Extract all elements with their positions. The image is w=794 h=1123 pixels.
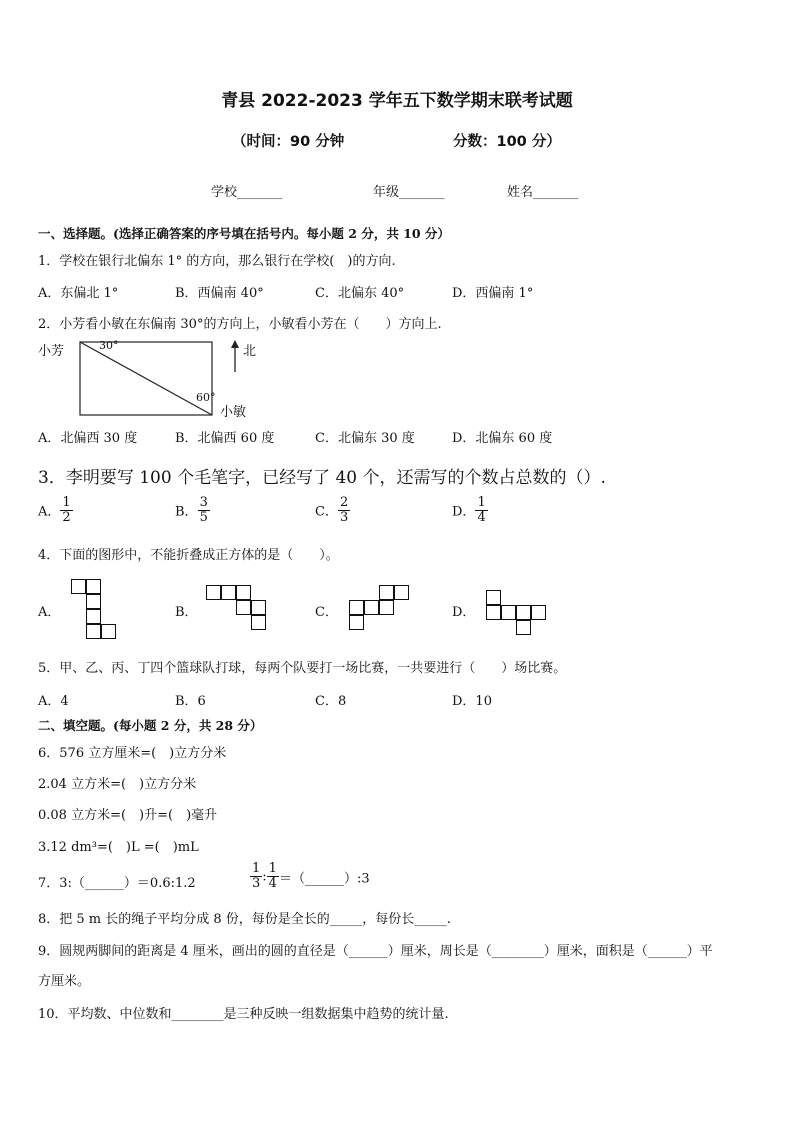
net-square	[251, 615, 266, 630]
net-square	[206, 585, 221, 600]
net-square	[236, 585, 251, 600]
numerator: 1	[268, 861, 277, 876]
net-square	[379, 600, 394, 615]
net-square	[221, 585, 236, 600]
q3-option-d[interactable]	[452, 496, 488, 526]
q3-option-a[interactable]	[38, 496, 73, 526]
cube-net-a	[71, 579, 119, 639]
net-square	[349, 600, 364, 615]
option-label: D．	[452, 504, 476, 520]
fraction	[60, 496, 72, 526]
numerator: 1	[477, 495, 486, 510]
angle-label-bottom: 60°	[196, 391, 216, 404]
net-square	[379, 585, 394, 600]
q1-option-b[interactable]: B．西偏南 40°	[175, 286, 264, 301]
q6-line-4: 3.12 dm³=( )L =( )mL	[38, 840, 199, 855]
net-square	[86, 594, 101, 609]
q4-option-b[interactable]: B．	[175, 605, 198, 620]
q2-option-c[interactable]: C．北偏东 30 度	[315, 431, 415, 446]
q5-option-b[interactable]: B．6	[175, 694, 206, 709]
net-square	[349, 615, 364, 630]
angle-label-top: 30°	[99, 339, 119, 352]
q2-option-a[interactable]: A．北偏西 30 度	[38, 431, 138, 446]
q4-option-a[interactable]: A．	[38, 605, 61, 620]
q7-ratio: $\frac{1}{3}$ : $\frac{1}{4}$ ＝（______）:3	[252, 861, 370, 892]
q2-stem: 2．小芳看小敏在东偏南 30°的方向上，小敏看小芳在（ ）方向上.	[38, 317, 442, 332]
net-square	[101, 624, 116, 639]
q5-stem: 5．甲、乙、丙、丁四个篮球队打球，每两个队要打一场比赛，一共要进行（ ）场比赛。	[38, 661, 567, 676]
q1-option-c[interactable]: C．北偏东 40°	[315, 286, 405, 301]
page-title: 青县 2022-2023 学年五下数学期末联考试题	[221, 91, 573, 111]
net-square	[251, 600, 266, 615]
school-field[interactable]: 学校_______	[211, 185, 283, 200]
q2-direction-figure	[38, 338, 268, 423]
sight-line	[80, 342, 212, 415]
q4-stem: 4．下面的图形中，不能折叠成正方体的是（ ）。	[38, 548, 339, 563]
denominator: 4	[268, 876, 277, 892]
q9-line-2: 方厘米。	[38, 974, 91, 989]
label-xiaofang: 小芳	[38, 344, 65, 359]
q9-line-1: 9．圆规两脚间的距离是 4 厘米，画出的圆的直径是（______）厘米，周长是（________）厘米，面积是（______）平	[38, 944, 713, 959]
label-north: 北	[243, 344, 257, 359]
q4-option-d[interactable]: D．	[452, 605, 476, 620]
net-square	[86, 609, 101, 624]
exam-score: 分数：100 分）	[453, 134, 561, 150]
net-square	[501, 605, 516, 620]
fraction	[250, 862, 262, 892]
fraction	[267, 862, 279, 892]
q3-stem: 3．李明要写 100 个毛笔字，已经写了 40 个，还需写的个数占总数的（）.	[38, 468, 606, 488]
cube-net-b	[206, 585, 268, 632]
q7-part-2: ＝（______）:3	[278, 871, 370, 887]
denominator: 3	[252, 876, 261, 892]
numerator: 1	[62, 495, 71, 510]
q1-option-d[interactable]: D．西偏南 1°	[452, 286, 534, 301]
q10-stem: 10．平均数、中位数和________是三种反映一组数据集中趋势的统计量.	[38, 1007, 449, 1022]
denominator: 2	[62, 510, 71, 526]
north-arrow-icon	[231, 340, 239, 348]
cube-net-d	[486, 590, 548, 637]
q5-option-d[interactable]: D．10	[452, 694, 492, 709]
grade-field[interactable]: 年级_______	[373, 185, 445, 200]
net-square	[86, 579, 101, 594]
net-square	[516, 605, 531, 620]
name-field[interactable]: 姓名_______	[507, 185, 579, 200]
net-square	[86, 624, 101, 639]
q8-stem: 8．把 5 m 长的绳子平均分成 8 份，每份是全长的_____，每份长_____.	[38, 912, 451, 927]
q1-stem: 1．学校在银行北偏东 1° 的方向，那么银行在学校( )的方向.	[38, 254, 396, 269]
q5-option-a[interactable]: A．4	[38, 694, 69, 709]
fraction	[338, 496, 350, 526]
q1-option-a[interactable]: A．东偏北 1°	[38, 286, 119, 301]
exam-time: （时间：90 分钟	[232, 134, 345, 150]
numerator: 1	[252, 861, 261, 876]
net-square	[486, 605, 501, 620]
q4-option-c[interactable]: C．	[315, 605, 338, 620]
q2-option-b[interactable]: B．北偏西 60 度	[175, 431, 275, 446]
denominator: 3	[339, 510, 349, 526]
q6-line-3: 0.08 立方米=( )升=( )毫升	[38, 808, 218, 823]
net-square	[364, 600, 379, 615]
net-square	[71, 579, 86, 594]
denominator: 5	[199, 510, 208, 526]
q3-option-c[interactable]	[315, 496, 350, 526]
q3-option-b[interactable]	[175, 496, 210, 526]
net-square	[236, 600, 251, 615]
net-square	[531, 605, 546, 620]
numerator: 3	[199, 495, 208, 510]
option-label: B．	[175, 504, 198, 520]
denominator: 4	[477, 510, 486, 526]
q2-option-d[interactable]: D．北偏东 60 度	[452, 431, 553, 446]
net-square	[394, 585, 409, 600]
q5-option-c[interactable]: C．8	[315, 694, 347, 709]
section-heading-fill: 二、填空题。(每小题 2 分，共 28 分）	[38, 718, 263, 733]
option-label: A．	[38, 504, 61, 520]
label-xiaomin: 小敏	[220, 405, 247, 420]
q6-line-2: 2.04 立方米=( )立方分米	[38, 777, 197, 792]
q6-line-1: 6．576 立方厘米=( )立方分米	[38, 746, 227, 761]
section-heading-choice: 一、选择题。(选择正确答案的序号填在括号内。每小题 2 分，共 10 分）	[38, 226, 450, 241]
fraction	[475, 496, 487, 526]
numerator: 2	[339, 495, 349, 510]
net-square	[516, 620, 531, 635]
q7-part-1: 7．3:（______）＝0.6:1.2	[38, 876, 196, 891]
option-label: C．	[315, 504, 338, 520]
net-square	[486, 590, 501, 605]
cube-net-c	[349, 585, 411, 632]
fraction	[198, 496, 210, 526]
